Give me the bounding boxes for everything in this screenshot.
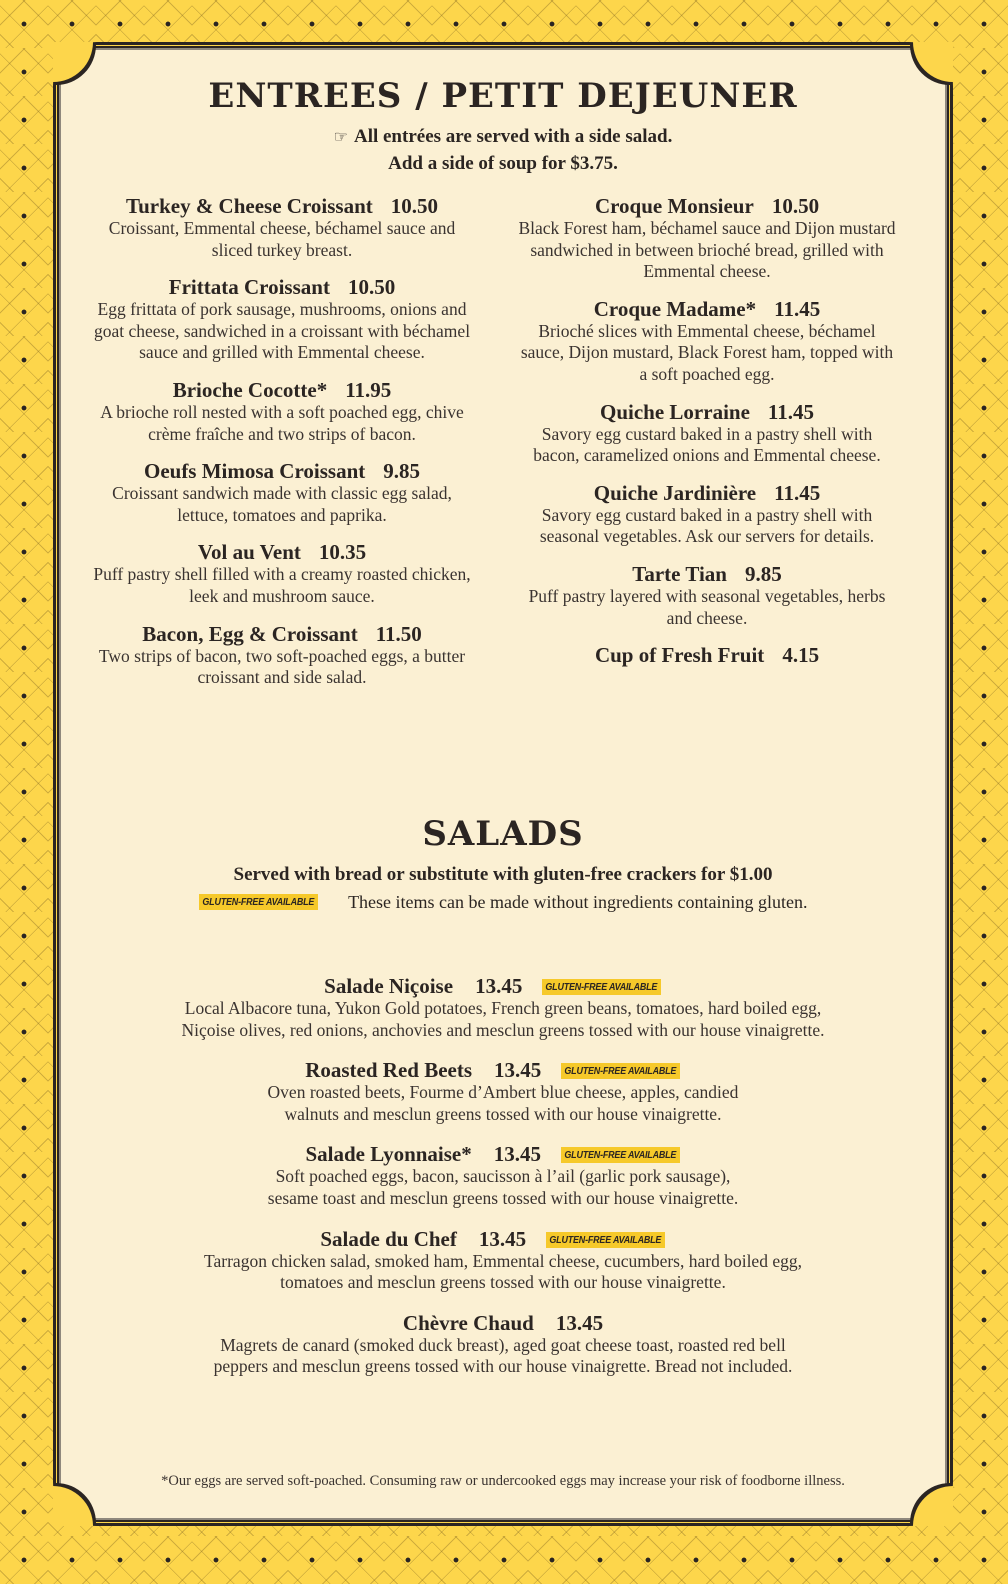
menu-item: [517, 481, 897, 548]
desc-line: walnuts and mesclun greens tossed with our house vinaigrette.: [284, 1103, 722, 1124]
salad-item: [97, 1058, 909, 1125]
salads-served-note: Served with bread or substitute with gluten-free crackers for $1.00: [233, 864, 773, 885]
gluten-free-badge: GLUTEN-FREE AVAILABLE: [199, 894, 318, 910]
item-description: Egg frittata of pork sausage, mushrooms, onions and goat cheese, sandwiched in a croissant with béchamel sauce and grilled with Emmental cheese.: [93, 299, 471, 363]
item-name: Bacon, Egg & Croissant: [142, 621, 358, 646]
item-price: 10.35: [318, 540, 367, 565]
item-price: 9.85: [744, 561, 782, 586]
desc-line: Local Albacore tuna, Yukon Gold potatoes, French green beans, tomatoes, hard boiled egg,: [184, 998, 822, 1018]
entrees-note-line1: All entrées are served with a side salad.: [353, 126, 673, 147]
item-description: Puff pastry layered with seasonal vegetables, herbs and cheese.: [528, 585, 886, 628]
item-name: Croque Madame*: [593, 296, 757, 321]
item-name: Quiche Lorraine: [600, 399, 750, 424]
desc-line: sesame toast and mesclun greens tossed with our house vinaigrette.: [267, 1187, 739, 1208]
item-description: Savory egg custard baked in a pastry shell with seasonal vegetables. Ask our servers for details.: [539, 504, 875, 547]
desc-line: Magrets de canard (smoked duck breast), aged goat cheese toast, roasted red bell: [220, 1334, 786, 1355]
item-name: Turkey & Cheese Croissant: [125, 194, 373, 218]
item-name: Vol au Vent: [197, 540, 301, 565]
item-price: 11.45: [767, 399, 814, 424]
desc-line: tomatoes and mesclun greens tossed with our house vinaigrette.: [280, 1272, 726, 1293]
entrees-note: [57, 124, 949, 177]
menu-item: [92, 378, 472, 445]
gluten-free-badge: GLUTEN-FREE AVAILABLE: [561, 1147, 680, 1163]
salad-item: [97, 974, 909, 1041]
item-price: 9.85: [383, 459, 421, 484]
menu-item: [92, 622, 472, 689]
item-price: 10.50: [771, 194, 820, 218]
salad-item: [97, 1227, 909, 1294]
entrees-note-line2: Add a side of soup for $3.75.: [388, 153, 618, 174]
item-name: Oeufs Mimosa Croissant: [143, 459, 366, 484]
menu-item: [92, 540, 472, 607]
menu-content: [57, 46, 949, 1522]
item-price: 10.50: [390, 194, 438, 218]
salads-list: [97, 974, 909, 1395]
item-description: Croissant sandwich made with classic egg salad, lettuce, tomatoes and paprika.: [112, 483, 452, 525]
item-price: 11.50: [375, 621, 422, 646]
item-name: Salade Niçoise: [324, 974, 454, 998]
desc-line: Tarragon chicken salad, smoked ham, Emmental cheese, cucumbers, hard boiled egg,: [204, 1250, 802, 1271]
item-description: [97, 1251, 909, 1294]
item-name: Salade Lyonnaise*: [305, 1142, 472, 1167]
item-price: 10.50: [347, 275, 396, 300]
item-price: 11.45: [774, 296, 821, 321]
item-description: Croissant, Emmental cheese, béchamel sauce and sliced turkey breast.: [108, 218, 456, 260]
menu-item: [92, 194, 472, 261]
item-price: 4.15: [782, 643, 820, 668]
gluten-free-explanation: These items can be made without ingredients containing gluten.: [348, 892, 808, 912]
menu-item: [92, 459, 472, 526]
desc-line: Oven roasted beets, Fourme d’Ambert blue cheese, apples, candied: [267, 1082, 739, 1103]
menu-item: [517, 400, 897, 467]
salads-intro: [57, 864, 949, 913]
item-name: Frittata Croissant: [168, 275, 330, 300]
item-price: 11.45: [774, 480, 821, 505]
entrees-title: ENTREES / PETIT DEJEUNER: [208, 76, 798, 116]
menu-item: [92, 275, 472, 364]
item-description: Puff pastry shell filled with a creamy roasted chicken, leek and mushroom sauce.: [93, 564, 471, 606]
item-name: Tarte Tian: [632, 561, 727, 586]
salads-title: SALADS: [422, 814, 584, 854]
item-description: [97, 1335, 909, 1378]
item-description: [97, 1166, 909, 1209]
menu-item: [517, 562, 897, 629]
entrees-right-column: [517, 194, 897, 681]
salad-item: [97, 1311, 909, 1378]
item-price: 13.45: [493, 1142, 542, 1167]
item-price: 13.45: [494, 1058, 542, 1083]
gluten-free-badge: GLUTEN-FREE AVAILABLE: [561, 1063, 680, 1079]
item-name: Croque Monsieur: [594, 194, 754, 218]
item-price: 13.45: [478, 1226, 527, 1251]
item-description: Brioché slices with Emmental cheese, béchamel sauce, Dijon mustard, Black Forest ham, topped with a soft poached egg.: [520, 320, 894, 384]
item-description: [97, 1082, 909, 1125]
item-name: Brioche Cocotte*: [172, 377, 328, 402]
item-description: A brioche roll nested with a soft poached egg, chive crème fraîche and two strips of bacon.: [100, 401, 464, 444]
menu-item: [517, 643, 897, 667]
item-description: Black Forest ham, béchamel sauce and Dijon mustard sandwiched in between brioché bread, grilled with Emmental cheese.: [518, 218, 896, 282]
pointing-hand-icon: ☞: [333, 129, 348, 146]
item-description: Savory egg custard baked in a pastry shell with bacon, caramelized onions and Emmental cheese.: [533, 423, 881, 466]
egg-advisory-footnote: *Our eggs are served soft-poached. Consuming raw or undercooked eggs may increase your risk of foodborne illness.: [161, 1473, 845, 1489]
item-price: 11.95: [345, 377, 392, 402]
item-price: 13.45: [555, 1310, 604, 1335]
menu-item: [517, 194, 897, 283]
item-description: Two strips of bacon, two soft-poached eggs, a butter croissant and side salad.: [98, 645, 466, 688]
gluten-free-legend: [57, 892, 949, 913]
item-name: Cup of Fresh Fruit: [594, 643, 765, 668]
item-name: Chèvre Chaud: [402, 1310, 534, 1335]
gluten-free-badge: GLUTEN-FREE AVAILABLE: [542, 979, 661, 995]
item-name: Roasted Red Beets: [305, 1058, 473, 1083]
menu-item: [517, 297, 897, 386]
desc-line: peppers and mesclun greens tossed with our house vinaigrette. Bread not included.: [213, 1356, 793, 1377]
item-name: Salade du Chef: [320, 1226, 457, 1251]
gluten-free-badge: GLUTEN-FREE AVAILABLE: [546, 1232, 665, 1248]
item-price: 13.45: [475, 974, 523, 998]
item-description: [97, 998, 909, 1041]
desc-line: Niçoise olives, red onions, anchovies and mesclun greens tossed with our house vinaigrette.: [181, 1019, 825, 1040]
desc-line: Soft poached eggs, bacon, saucisson à l’ail (garlic pork sausage),: [275, 1166, 731, 1187]
entrees-left-column: [92, 194, 472, 703]
item-name: Quiche Jardinière: [593, 480, 757, 505]
salad-item: [97, 1142, 909, 1209]
